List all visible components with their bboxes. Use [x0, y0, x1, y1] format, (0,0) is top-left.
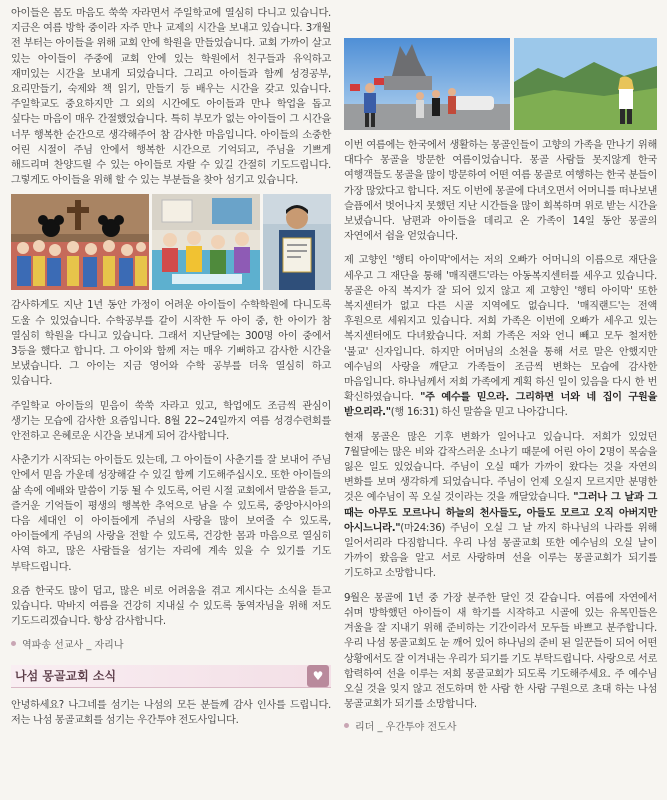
right-signature-text: 리더 _ 우간투야 전도사 — [355, 722, 457, 734]
right-paragraph-2-text-a: 제 고향인 '행티 아이막'에서는 저의 오빠가 어머니의 이름으로 재단을 세우고 그 재단을 통해 '매직랜드'라는 아동복지센터를 세우고 있습니다. 몽골은 아직 복지가 잘 되어 있지 않고 제 고향인 '행티 아이막' 또한 복지센터가 없고 다른 시골 지역에도 없습니다. '매직랜드'는 전액 후원으로 세워지고 있습니다. 저희 가족은 이번에 오빠가 세우고 있는 복지센터에도 다녀왔습니다. 저희 가족은 저와 언니 빼고 모두 철저한 '불교' 신자입니다. 하지만 어머님의 소천을 통해 서로 말은 안했지만 예수님의 사랑을 깨닫고 가족들이 조금씩 변화는 모습에 감사한 마음입니다. 하나님께서 저희 가족에게 계획 하신 일이 있음을 다시 한 번 확신하였습니다. — [344, 255, 658, 404]
section-paragraph: 안녕하세요? 나그네를 섬기는 나섬의 모든 분들께 감사 인사를 드립니다. 저는 나섬 몽골교회를 섬기는 우간투야 전도사입니다. — [11, 699, 331, 726]
left-paragraph-2: 감사하게도 지난 1년 동안 가정이 어려운 아이들이 수학학원에 다니도록 도울 수 있었습니다. 수학공부를 같이 시작한 두 아이 중, 한 아이가 참 열심히 학원을 다니고 있습니다. 그래서 지난달에는 300명 아이 중에서 3등을 했다고 합니다. 그 아이와 함께 저는 매우 기뻐하고 감사한 시간을 보냈습니다. 그 아이는 지금 영어와 수학 공부를 더욱 열심히 하고 있습니다. — [11, 300, 331, 388]
heart-icon: ♥ — [307, 665, 329, 687]
right-paragraph-3 — [344, 430, 657, 582]
sunday-school-group-photo — [11, 194, 149, 290]
classroom-study-photo — [152, 194, 260, 290]
mountain-landscape-photo — [514, 38, 657, 130]
left-column — [11, 0, 331, 728]
section-header — [11, 665, 331, 688]
left-paragraph-1: 아이들은 몸도 마음도 쑥쑥 자라면서 주일학교에 열심히 다니고 있습니다. 지금은 여름 방학 중이라 자주 만나 교제의 시간을 보내고 있습니다. 3개월 전 부터는 아이들을 위해 교회 안에 학원을 만들었습니다. 교회 가까이 살고 있는 아이들이 주중에 교회 안에 있는 학원에서 친구들과 유익하고 재미있는 시간을 보내게 되었습니다. 그리고 아이들과 함께 성경공부, 요리만들기, 숙제와 책 읽기, 만들기 등 배우는 시간을 갖고 있습니다. 주일학교도 중요하지만 그 외의 시간에도 아이들과 만나 학업을 돕고 싶다는 마음이 매우 간절했었습니다. 특히 부모가 없는 아이들이 그 시간을 너무 행복한 순간으로 생각해주어 참 감사한 마음입니다. 아이들의 소중한 어린 시절이 주님 안에서 행복한 시간으로 기억되고, 주님을 기쁘게 해드리며 찬양드릴 수 있는 아이들로 자랄 수 있길 간절히 기도드립니다. 그렇게도 아이들을 위해 할 수 있는 부분들을 찾아 섬기고 있습니다. — [11, 8, 331, 187]
right-paragraph-2 — [344, 253, 657, 420]
right-paragraph-3-text-b: (마24:36) 주님이 오실 그 날 까지 하나님의 나라를 위해 일어서리라 다짐합니다. 우리 나섬 몽골교회 또한 예수님의 오실 날이 가까이 왔음을 알고 서로 사랑하며 선을 이루는 몽골교회가 되기를 기도하고 소망합니다. — [344, 522, 657, 580]
student-certificate-photo — [263, 194, 331, 290]
right-paragraph-4: 9월은 몽골에 1년 중 가장 분주한 달인 것 같습니다. 여름에 자연에서 쉬며 방학했던 아이들이 새 학기를 시작하고 시골에 있는 유목민들은 겨울을 잘 지내기 위해 준비하는 기간이라서 모두들 바쁘고 분주합니다. 우리 나섬 몽골교회도 눈 깨어 있어 하나님의 준비 된 일꾼들이 되어 어떤 상황에서도 잘 이겨내는 우리가 되기를 기도 부탁드립니다. 사랑으로 서로 합력하여 선을 이루는 저희 몽골교회가 되도록 기도해주세요. 주 예수님 오실 것을 잊지 않고 전도하며 한 사람 한 사람 구원으로 초대 하는 나섬 몽골교회가 되기를 소망합니다. — [344, 592, 657, 711]
right-paragraph-1: 이번 여름에는 한국에서 생활하는 몽골인들이 고향의 가족을 만나기 위해 대다수 몽골을 방문한 여름이었습니다. 몽골 사람들 못지않게 한국 여행객들도 몽골을 많이 방문하여 어떤 여름 몽골로 여행하는 한국 분들이 가장 많았다고 합니다. 저도 이번에 몽골에 다녀오면서 어머니를 떠나보낸 슬픔에서 벗어나지 못했던 지난 시간들을 많이 회복하며 위로 받는 시간을 보냈습니다. 남편과 아이들을 데리고 온 가족이 14일 동안 몽골의 자연에서 쉼을 얻었습니다. — [344, 140, 657, 243]
left-signature-text: 역파송 선교사 _ 자리나 — [22, 639, 124, 651]
bullet-dot-icon — [11, 641, 16, 646]
right-photo-row — [344, 38, 657, 130]
right-column — [344, 0, 657, 733]
right-paragraph-2-text-b: (행 16:31) 하신 말씀을 믿고 나아갑니다. — [390, 407, 568, 419]
bible-verse-acts: "주 예수를 믿으라. 그리하면 너와 네 집이 구원을 받으리라." — [344, 392, 657, 419]
bullet-dot-icon — [344, 723, 349, 728]
section-title: 나섬 몽골교회 소식 — [15, 669, 117, 683]
bible-verse-matthew: "그러나 그 날과 그 때는 아무도 모르나니 하늘의 천사들도, 아들도 모르고 오직 아버지만 아시느니라." — [344, 492, 657, 534]
left-photo-row — [11, 194, 331, 290]
right-paragraph-3-text-a: 현재 몽골은 많은 기후 변화가 일어나고 있습니다. 저희가 있었던 7월달에는 많은 비와 갑작스러운 소나기 때문에 어린 아이 2명이 목숨을 잃은 일도 있었습니다. 주님이 오실 때가 가까이 왔다는 것을 자연의 변화를 보며 생각하게 되었습니다. 주님이 언제 오실지 모르지만 분명한 것은 예수님이 꼭 오실 것이라는 것을 깨달았습니다. — [344, 431, 657, 504]
family-at-monument-photo — [344, 38, 510, 130]
left-signature — [11, 636, 331, 651]
left-paragraph-5: 요즘 한국도 많이 덥고, 많은 비로 어려움을 겪고 계시다는 소식을 듣고 있습니다. 막바지 여름을 건강히 지내실 수 있도록 동역자님을 위해 저도 기도드리겠습니다. 항상 감사합니다. — [11, 585, 331, 628]
right-signature — [344, 718, 657, 733]
left-paragraph-4: 사춘기가 시작되는 아이들도 있는데, 그 아이들이 사춘기를 잘 보내어 주님 안에서 믿음 가운데 성장해갈 수 있길 함께 기도해주십시오. 또한 아이들의 삶 속에 예배와 말씀이 기둥 될 수 있도록, 어린 시절 교회에서 말씀을 듣고, 즐거운 기억들이 평생의 행복한 추억으로 남을 수 있도록, 중앙아시아의 다음 세대인 이 아이들에게 주님의 사랑을 많이 보여줄 수 있도록, 아이들에게 주님의 사랑을 전할 수 있도록, 건강한 몸과 마음으로 열심히 사역 하고, 많은 사람들을 섬기는 자리에 계속 있을 수 있기를 기도 부탁드립니다. — [11, 455, 331, 573]
left-paragraph-3: 주일학교 아이들의 믿음이 쑥쑥 자라고 있고, 학업에도 조금씩 관심이 생기는 모습에 감사한 요즘입니다. 8월 22~24일까지 여름 성경수련회를 안전하고 은혜로운 시간을 보내게 되어 감사합니다. — [11, 400, 331, 443]
